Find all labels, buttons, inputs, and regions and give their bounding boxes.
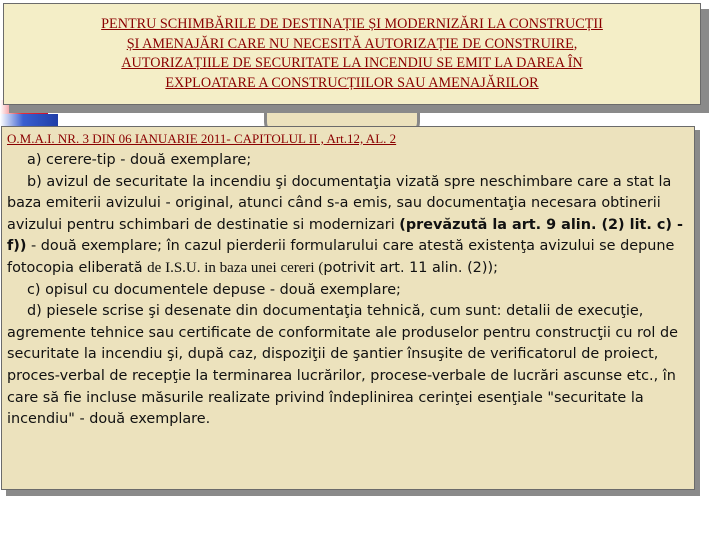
- item-b-text: b) avizul de securitate la incendiu şi documentaţia vizată spre neschimbare care a stat la baza emiterii avizului - original, atunci când s-a emis, sau documentaţia necesara obtinerii avizului pentru schimbari de destinatie si modernizari: [7, 173, 672, 233]
- item-c: c) opisul cu documentele depuse - două exemplare;: [27, 281, 401, 298]
- item-d: d) piesele scrise şi desenate din documentaţia tehnică, cum sunt: detalii de execuţie, agremente tehnice sau certificate de conformitate ale produselor pentru construcţii cu rol de securitate la incendiu şi, după caz, dispoziţii de şantier însuşite de verificatorul de proiect, proces-verbal de recepţie la terminarea lucrărilor, procese-verbale de lucrări ascunse etc., în care să fie incluse măsurile realizate privind îndeplinirea cerinţei esenţiale "securitate la incendiu" - două exemplare.: [7, 303, 678, 428]
- title-line-1: PENTRU SCHIMBĂRILE DE DESTINAȚIE ȘI MODERNIZĂRI LA CONSTRUCȚII: [101, 16, 603, 32]
- item-a: a) cerere-tip - două exemplare;: [27, 152, 252, 168]
- item-b-serif-text: de I.S.U. in baza unei cereri (: [147, 259, 324, 276]
- title-line-4: EXPLOATARE A CONSTRUCȚIILOR SAU AMENAJĂRILOR: [165, 74, 539, 91]
- content-box: [1, 126, 695, 490]
- slide-title: [91, 15, 613, 93]
- item-b-text-continued: - două exemplare; în cazul pierderii formularului care atestă existenţa avizului se depune fotocopia eliberată: [7, 238, 675, 276]
- item-b-article-reference: potrivit art. 11 alin. (2));: [323, 259, 498, 276]
- title-line-2: ȘI AMENAJĂRI CARE NU NECESITĂ AUTORIZAȚIE DE CONSTRUIRE,: [126, 35, 578, 52]
- decorative-blue-stripe: [0, 114, 58, 126]
- title-line-3: AUTORIZAȚIILE DE SECURITATE LA INCENDIU SE EMIT LA DAREA ÎN: [121, 55, 583, 71]
- item-b-bold-reference: (prevăzută la art. 9 alin. (2) lit. c) - f)): [7, 216, 683, 255]
- item-b: [7, 172, 688, 280]
- title-box: [3, 3, 701, 105]
- legal-reference: O.M.A.I. NR. 3 DIN 06 IANUARIE 2011- CAPITOLUL II , Art.12, AL. 2: [7, 131, 397, 146]
